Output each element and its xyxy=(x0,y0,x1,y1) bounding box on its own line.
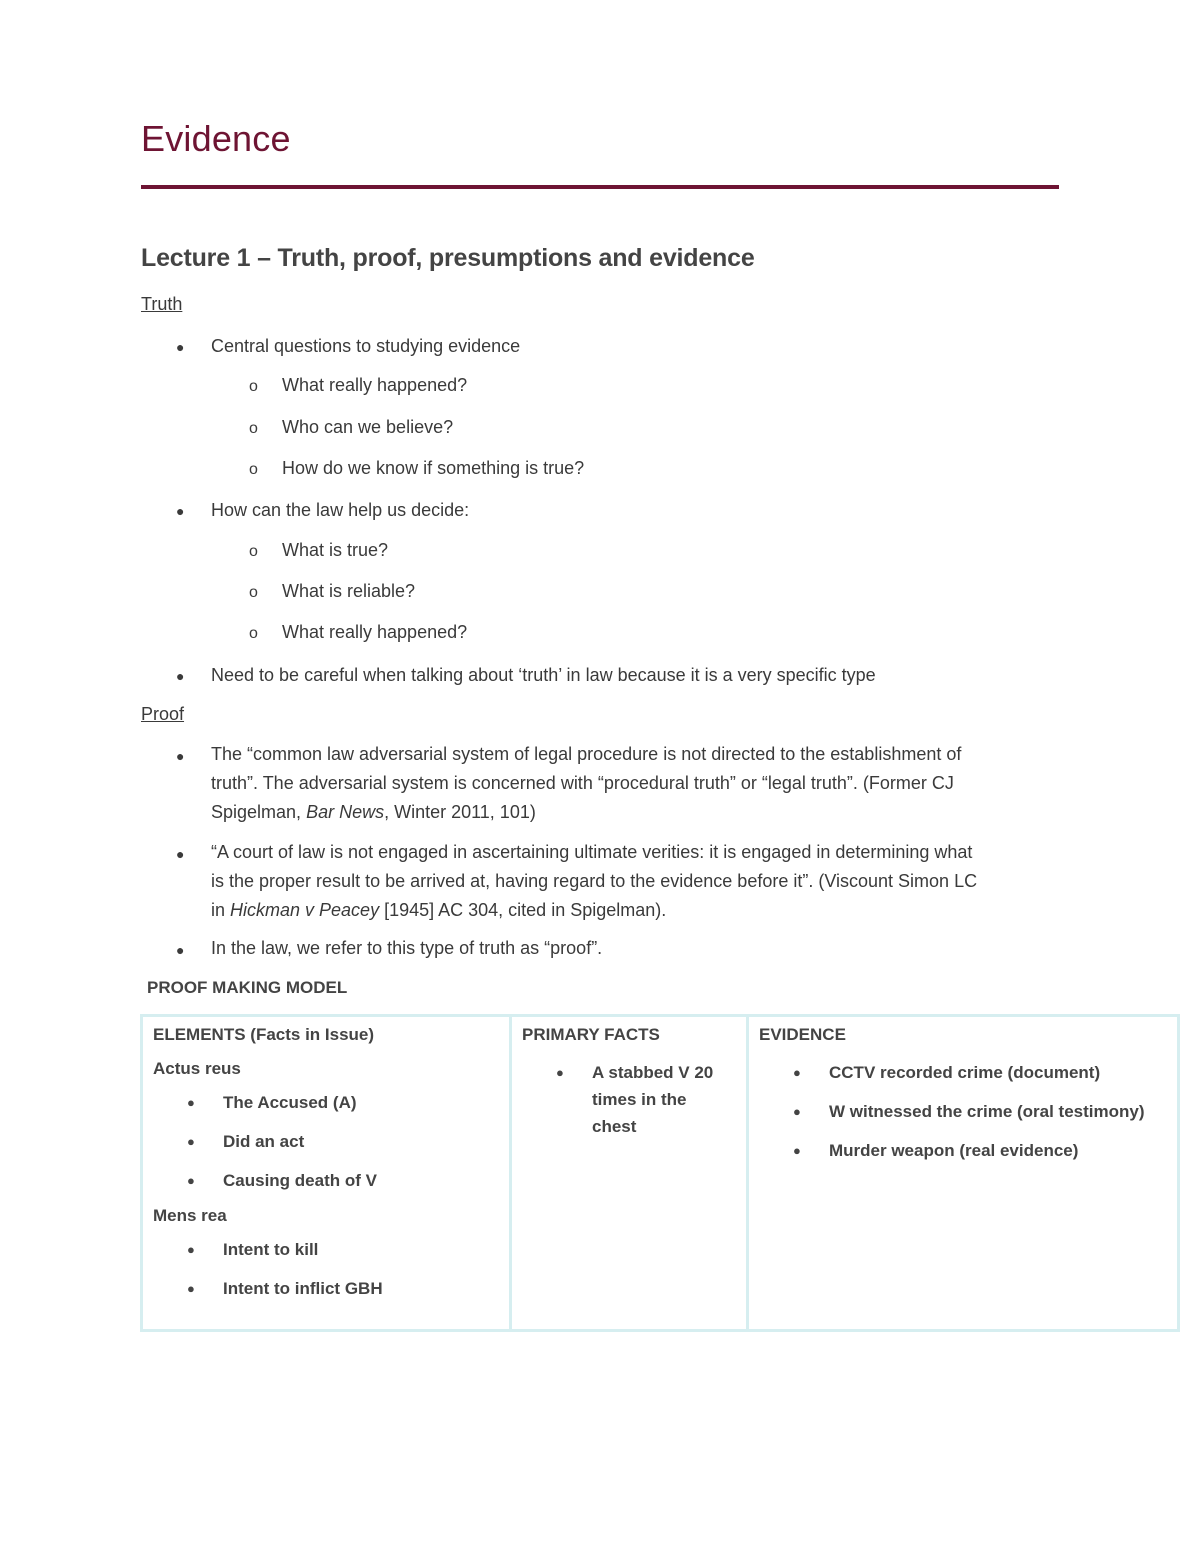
bullet-icon: ● xyxy=(176,748,185,764)
document-title: Evidence xyxy=(141,118,291,159)
bullet-icon: ● xyxy=(187,1173,195,1188)
bullet-icon: ● xyxy=(187,1134,195,1149)
evidence-list xyxy=(759,1059,1167,1164)
list-item: Who can we believe? xyxy=(282,417,454,437)
mens-rea-list xyxy=(153,1236,499,1302)
column-header: EVIDENCE xyxy=(759,1025,846,1044)
bullet-icon: ● xyxy=(556,1065,564,1080)
list-item: The “common law adversarial system of legal procedure is not directed to the establishment of truth”. The adversarial system is concerned with “procedural truth” or “legal truth”. (Former CJ Spigelman, Bar News, Winter 2011, 101) xyxy=(211,744,962,822)
proof-model-table xyxy=(140,1014,1180,1332)
list-item: ● Causing death of V xyxy=(153,1167,499,1194)
truth-heading: Truth xyxy=(141,294,183,314)
sub-bullet-icon: o xyxy=(249,461,258,478)
bullet-icon: ● xyxy=(187,1095,195,1110)
title-rule xyxy=(141,185,1059,189)
lecture-heading: Lecture 1 – Truth, proof, presumptions and evidence xyxy=(141,244,755,272)
list-item: How can the law help us decide: xyxy=(211,500,470,520)
bullet-icon: ● xyxy=(176,503,185,519)
sub-bullet-icon: o xyxy=(249,543,258,560)
bullet-icon: ● xyxy=(187,1281,195,1296)
sub-bullet-icon: o xyxy=(249,420,258,437)
bullet-icon: ● xyxy=(176,942,185,958)
bullet-icon: ● xyxy=(176,339,185,355)
list-item: ● CCTV recorded crime (document) xyxy=(759,1059,1167,1086)
bullet-icon: ● xyxy=(176,668,185,684)
model-label: PROOF MAKING MODEL xyxy=(147,978,348,997)
actus-reus-label: Actus reus xyxy=(153,1059,241,1078)
sub-bullet-icon: o xyxy=(249,378,258,395)
list-item: ● Did an act xyxy=(153,1128,499,1155)
primary-facts-cell xyxy=(511,1016,748,1331)
bullet-icon: ● xyxy=(187,1242,195,1257)
list-item: “A court of law is not engaged in ascertaining ultimate verities: it is engaged in determining what is the proper result to be arrived at, having regard to the evidence before it”. (Viscount Simon LC in Hickman v Peacey [1945] AC 304, cited in Spigelman). xyxy=(211,842,978,920)
bullet-icon: ● xyxy=(793,1104,801,1119)
evidence-cell xyxy=(748,1016,1179,1331)
actus-reus-list xyxy=(153,1089,499,1194)
list-item: What really happened? xyxy=(282,375,468,395)
primary-facts-list xyxy=(522,1059,736,1140)
list-item: What really happened? xyxy=(282,622,468,642)
bullet-icon: ● xyxy=(793,1143,801,1158)
proof-heading: Proof xyxy=(141,704,185,724)
column-header: ELEMENTS (Facts in Issue) xyxy=(153,1025,375,1044)
list-item: ● A stabbed V 20 times in the chest xyxy=(522,1059,722,1140)
list-item: ● The Accused (A) xyxy=(153,1089,499,1116)
list-item: In the law, we refer to this type of truth as “proof”. xyxy=(211,938,603,958)
list-item: How do we know if something is true? xyxy=(282,458,585,478)
list-item: Central questions to studying evidence xyxy=(211,336,521,356)
sub-bullet-icon: o xyxy=(249,584,258,601)
list-item: Need to be careful when talking about ‘truth’ in law because it is a very specific type xyxy=(211,665,876,685)
list-item: ● Intent to kill xyxy=(153,1236,499,1263)
sub-bullet-icon: o xyxy=(249,625,258,642)
list-item: What is reliable? xyxy=(282,581,416,601)
bullet-icon: ● xyxy=(176,846,185,862)
elements-cell xyxy=(142,1016,511,1331)
column-header: PRIMARY FACTS xyxy=(522,1025,660,1044)
list-item: What is true? xyxy=(282,540,389,560)
list-item: ● W witnessed the crime (oral testimony) xyxy=(759,1098,1167,1125)
bullet-icon: ● xyxy=(793,1065,801,1080)
list-item: ● Intent to inflict GBH xyxy=(153,1275,499,1302)
list-item: ● Murder weapon (real evidence) xyxy=(759,1137,1167,1164)
mens-rea-label: Mens rea xyxy=(153,1206,227,1225)
